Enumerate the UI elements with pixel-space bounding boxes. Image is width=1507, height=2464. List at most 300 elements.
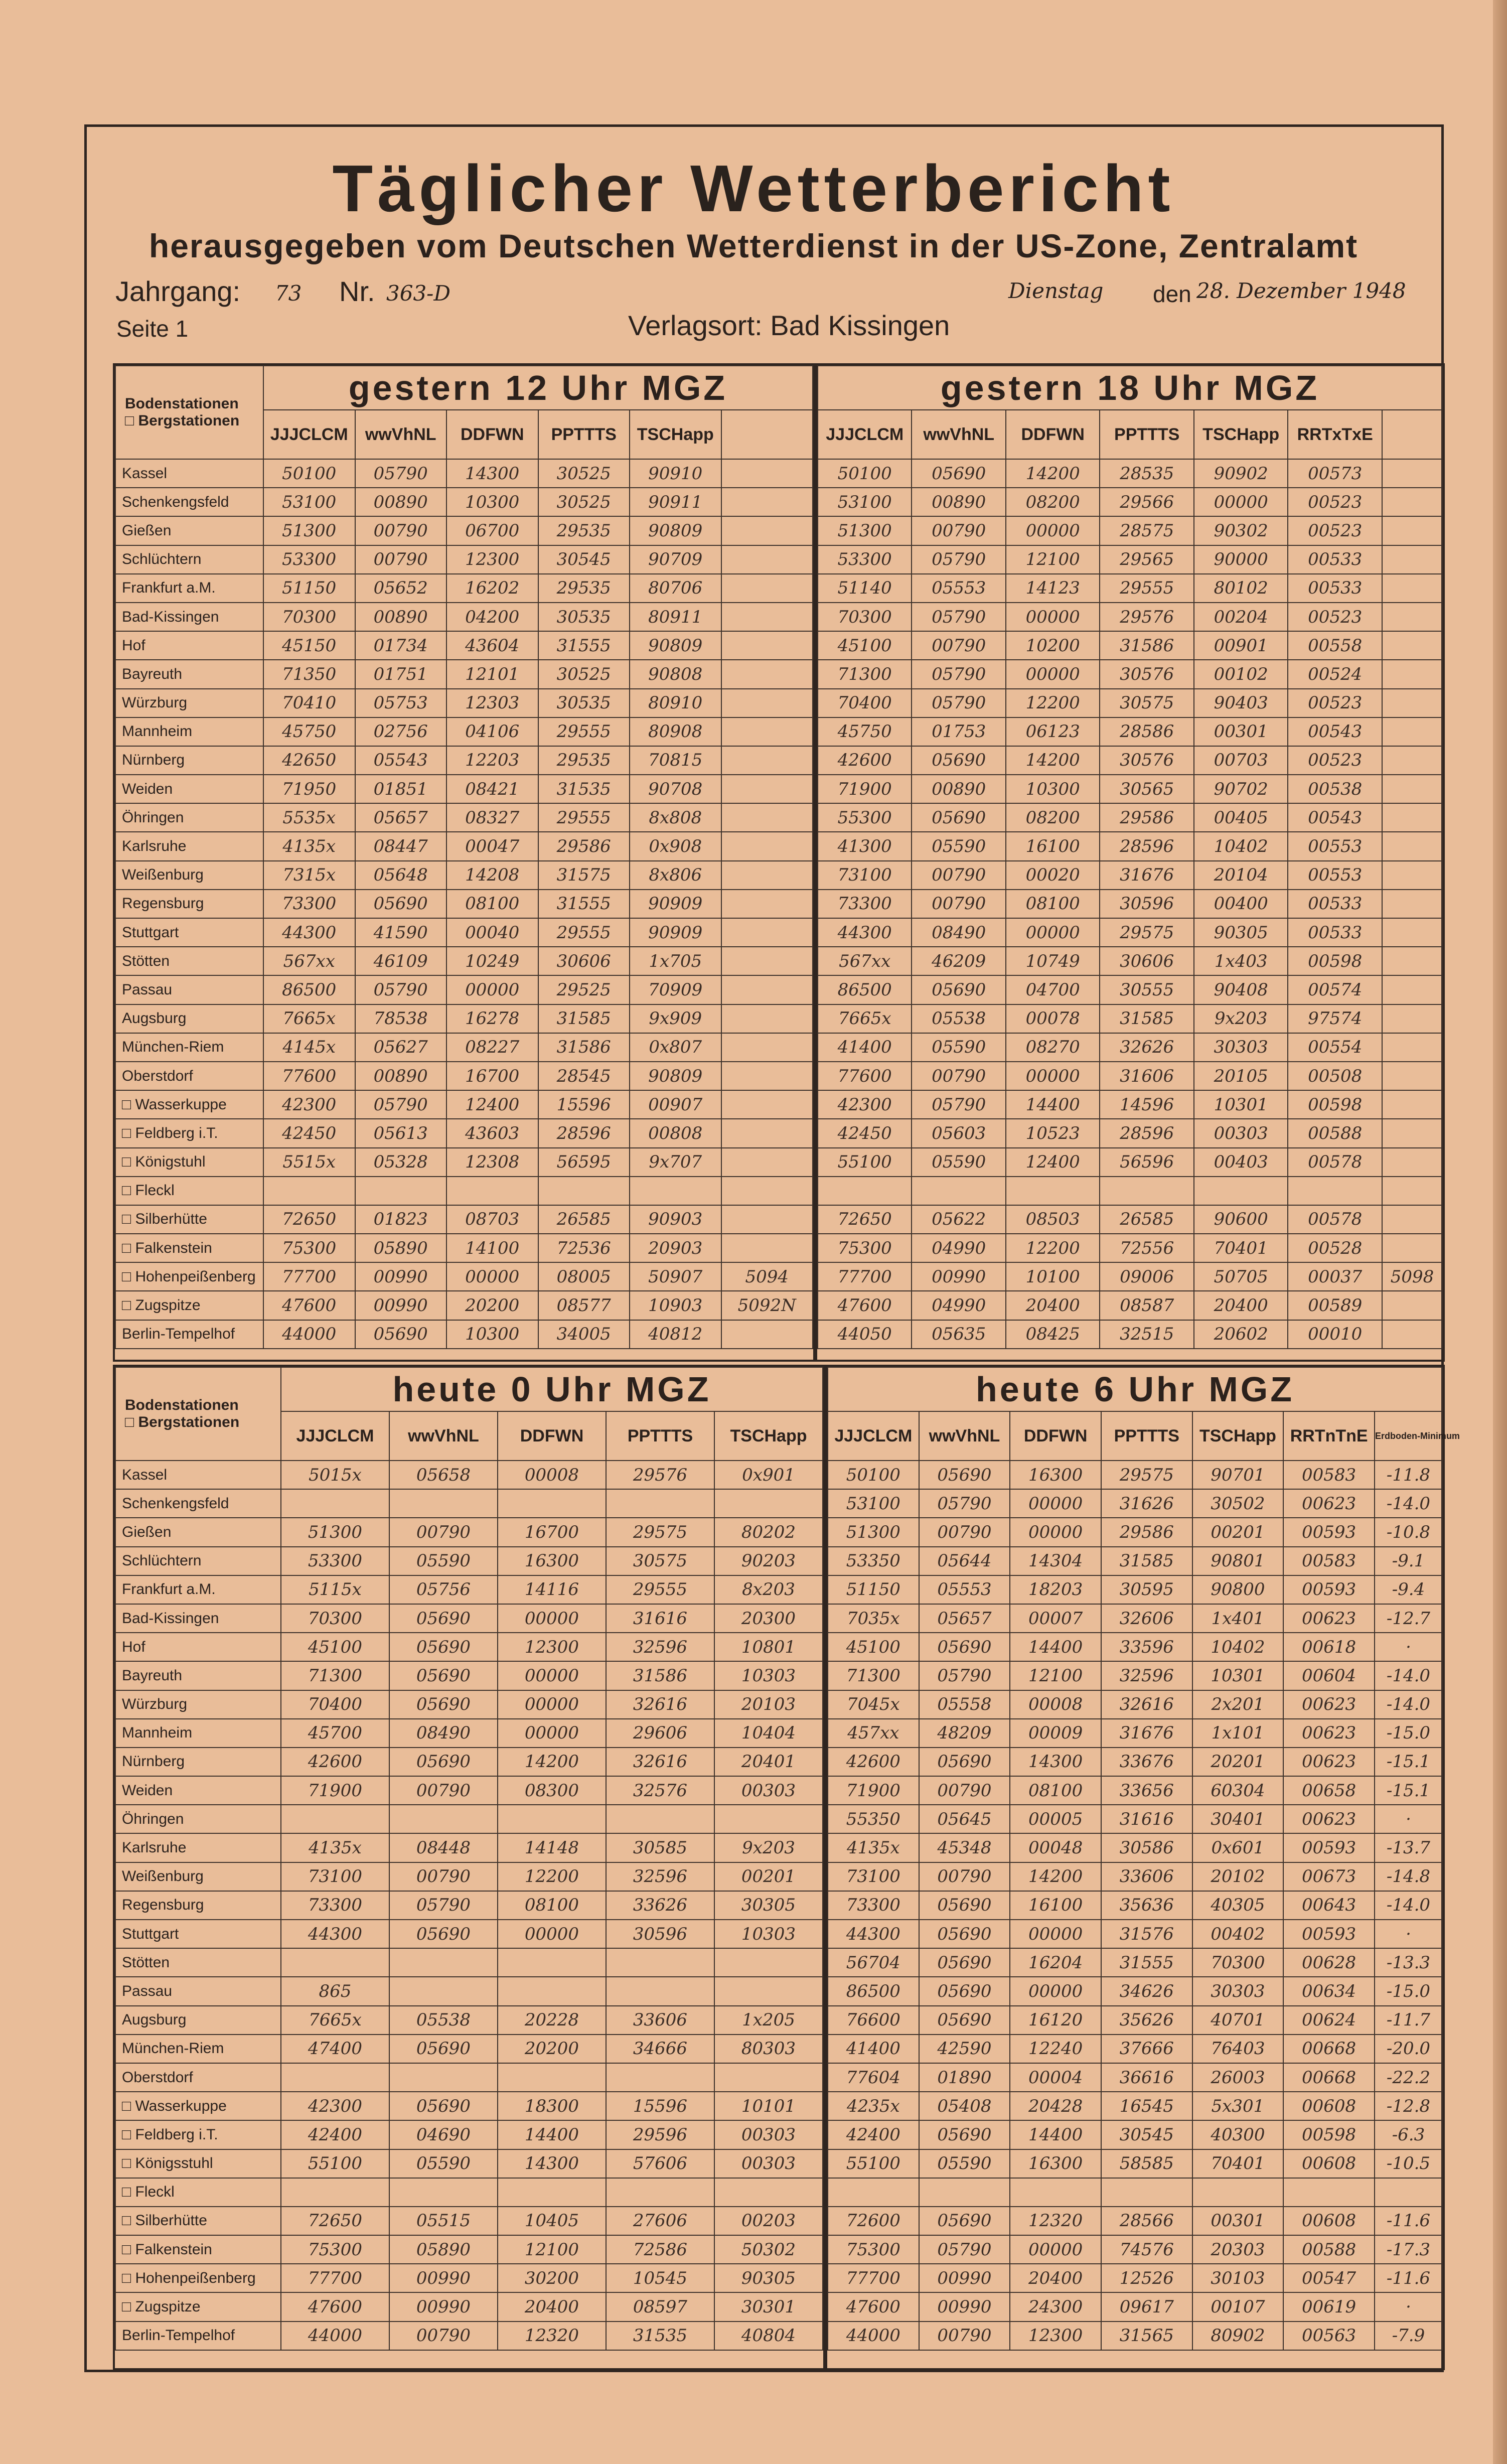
table-cell: 05558 [919, 1690, 1010, 1719]
date-prefix: den [1153, 281, 1191, 307]
table-row [818, 975, 1442, 1004]
table-cell: 12300 [446, 545, 538, 574]
station-name: Weißenburg [115, 1862, 281, 1891]
table-cell: 00524 [1288, 660, 1382, 688]
table-cell: 05690 [919, 2207, 1010, 2235]
table-cell: 00000 [1010, 1489, 1101, 1518]
date-value: 28. Dezember 1948 [1196, 278, 1406, 303]
table-cell: 53100 [263, 488, 355, 516]
table-cell: 29565 [1100, 545, 1193, 574]
table-cell [630, 1177, 721, 1205]
table-cell: 35626 [1101, 2006, 1192, 2035]
table-cell: 90902 [1194, 459, 1288, 488]
table-cell: 00008 [1010, 1690, 1101, 1719]
table-cell: 9x203 [1194, 1004, 1288, 1033]
table-cell: 15596 [538, 1090, 630, 1119]
table-cell: 47600 [263, 1291, 355, 1320]
column-header: PPTTTS [606, 1411, 714, 1461]
table-cell: 00553 [1288, 832, 1382, 860]
table-cell: -10.5 [1375, 2149, 1442, 2178]
table-cell: 31585 [1100, 1004, 1193, 1033]
station-name: Hof [115, 1633, 281, 1661]
table-cell: 48209 [919, 1719, 1010, 1748]
table-cell: 01890 [919, 2063, 1010, 2092]
table-cell: 10249 [446, 947, 538, 975]
table-cell: 70815 [630, 746, 721, 775]
table-cell: 05690 [389, 1690, 498, 1719]
table-row [818, 1090, 1442, 1119]
table-cell: 31585 [1101, 1547, 1192, 1575]
table-cell: 00000 [446, 975, 538, 1004]
table-cell: 34005 [538, 1320, 630, 1349]
table-cell [721, 975, 813, 1004]
table-cell [538, 1177, 630, 1205]
table-cell: 00009 [1010, 1719, 1101, 1748]
table-cell [721, 545, 813, 574]
table-cell: 31555 [538, 890, 630, 918]
table-cell: 05328 [355, 1148, 447, 1177]
table-cell: 00037 [1288, 1262, 1382, 1291]
table-cell [1382, 746, 1442, 775]
table-cell: 00301 [1194, 717, 1288, 746]
table-cell [1382, 488, 1442, 516]
table-cell: 00578 [1288, 1205, 1382, 1234]
table-cell: 00000 [1006, 660, 1100, 688]
table-cell: 30535 [538, 603, 630, 631]
table-cell: 02756 [355, 717, 447, 746]
table-cell: 42450 [263, 1119, 355, 1147]
table-cell: 4145x [263, 1033, 355, 1062]
station-name: Nürnberg [115, 1748, 281, 1776]
table-cell: 00201 [714, 1862, 823, 1891]
table-row [115, 1833, 823, 1862]
table-cell: 00523 [1288, 746, 1382, 775]
table-cell: 01823 [355, 1205, 447, 1234]
table-row [115, 1119, 813, 1147]
table-cell: 14200 [498, 1748, 606, 1776]
table-cell: 76600 [828, 2006, 919, 2035]
table-cell: 08100 [1006, 890, 1100, 918]
table-cell: 0x807 [630, 1033, 721, 1062]
table-cell: 00107 [1192, 2292, 1284, 2321]
station-name: München-Riem [115, 2035, 281, 2063]
table-cell [1382, 689, 1442, 717]
table-row [115, 2092, 823, 2120]
table-cell: 00102 [1194, 660, 1288, 688]
table-cell [721, 832, 813, 860]
table-cell: 00400 [1194, 890, 1288, 918]
table-cell: 00000 [498, 1719, 606, 1748]
table-cell [721, 660, 813, 688]
table-cell: 00000 [498, 1690, 606, 1719]
table-cell: 40300 [1192, 2120, 1284, 2149]
table-cell: 08447 [355, 832, 447, 860]
table-row [115, 975, 813, 1004]
table-cell: 05690 [919, 2120, 1010, 2149]
table-cell: 31586 [538, 1033, 630, 1062]
table-cell: 12400 [1006, 1148, 1100, 1177]
table-cell: 00201 [1192, 1518, 1284, 1546]
table-cell: 00533 [1288, 545, 1382, 574]
table-cell: 00000 [1010, 1518, 1101, 1546]
table-cell: · [1375, 1920, 1442, 1948]
table-yesterday-18-grid [817, 365, 1443, 1349]
table-cell: 40305 [1192, 1891, 1284, 1920]
table-cell: -11.6 [1375, 2207, 1442, 2235]
table-cell: 05690 [389, 1920, 498, 1948]
table-cell: 35636 [1101, 1891, 1192, 1920]
table-cell: 05543 [355, 746, 447, 775]
table-row [115, 1148, 813, 1177]
table-cell [1382, 947, 1442, 975]
table-cell: 00543 [1288, 717, 1382, 746]
table-cell: 28596 [1100, 832, 1193, 860]
table-cell: 31535 [538, 775, 630, 803]
table-cell [1375, 2178, 1442, 2207]
table-cell: 00890 [912, 775, 1005, 803]
table-row [818, 689, 1442, 717]
table-cell: 05690 [355, 1320, 447, 1349]
table-cell: 72556 [1100, 1234, 1193, 1262]
station-name: Passau [115, 975, 263, 1004]
table-cell: 28545 [538, 1062, 630, 1090]
table-cell: 45348 [919, 1833, 1010, 1862]
table-row [115, 1062, 813, 1090]
table-cell: 05690 [389, 1661, 498, 1690]
table-cell: 72650 [263, 1205, 355, 1234]
table-cell: 32596 [606, 1862, 714, 1891]
table-cell: 75300 [281, 2235, 389, 2264]
table-row [115, 1891, 823, 1920]
table-cell: 00047 [446, 832, 538, 860]
table-cell: 4135x [263, 832, 355, 860]
table-cell: 00000 [498, 1920, 606, 1948]
table-cell: 20300 [714, 1604, 823, 1633]
table-cell: 08100 [446, 890, 538, 918]
table-cell: 05690 [912, 746, 1005, 775]
table-cell: 42400 [828, 2120, 919, 2149]
table-cell: 14400 [498, 2120, 606, 2149]
table-cell: 00790 [919, 2322, 1010, 2350]
table-cell: 05657 [355, 803, 447, 832]
table-cell: 10545 [606, 2264, 714, 2292]
table-cell [721, 861, 813, 890]
table-cell: 10100 [1006, 1262, 1100, 1291]
table-cell: 28596 [1100, 1119, 1193, 1147]
column-header: PPTTTS [1101, 1411, 1192, 1461]
table-cell: 05408 [919, 2092, 1010, 2120]
table-cell: 73300 [281, 1891, 389, 1920]
table-cell: -11.8 [1375, 1461, 1442, 1489]
column-header: Erdboden-Minimum [1375, 1411, 1442, 1461]
table-cell: 46209 [912, 947, 1005, 975]
station-name: Stötten [115, 1948, 281, 1977]
table-cell: 05690 [919, 1633, 1010, 1661]
table-cell: 51150 [263, 574, 355, 603]
table-cell: 14300 [446, 459, 538, 488]
table-cell: 0x601 [1192, 1833, 1284, 1862]
table-row [818, 459, 1442, 488]
table-cell: 41590 [355, 918, 447, 947]
table-cell: 29575 [606, 1518, 714, 1546]
table-cell: 00533 [1288, 574, 1382, 603]
table-cell: 16202 [446, 574, 538, 603]
table-row [818, 1062, 1442, 1090]
table-cell: 5515x [263, 1148, 355, 1177]
station-name: Karlsruhe [115, 1833, 281, 1862]
table-cell: 75300 [263, 1234, 355, 1262]
table-cell [1010, 2178, 1101, 2207]
table-cell: 70300 [818, 603, 912, 631]
table-cell: 30502 [1192, 1489, 1284, 1518]
table-cell: 00000 [1006, 516, 1100, 545]
table-cell: -17.3 [1375, 2235, 1442, 2264]
table-row [115, 1920, 823, 1948]
table-cell: 00007 [1010, 1604, 1101, 1633]
day-value: Dienstag [1008, 278, 1104, 303]
table-cell: 47400 [281, 2035, 389, 2063]
table-cell: 08425 [1006, 1320, 1100, 1349]
station-name: Öhringen [115, 803, 263, 832]
table-row [818, 918, 1442, 947]
table-cell: 42300 [818, 1090, 912, 1119]
station-name: □ Feldberg i.T. [115, 2120, 281, 2149]
table-cell: 14304 [1010, 1547, 1101, 1575]
table-cell [606, 1948, 714, 1977]
station-name: Würzburg [115, 689, 263, 717]
table-cell: 34626 [1101, 1977, 1192, 2005]
table-cell: 9x203 [714, 1833, 823, 1862]
table-cell [389, 1948, 498, 1977]
table-cell: 20200 [446, 1291, 538, 1320]
table-cell: 55100 [818, 1148, 912, 1177]
table-cell: 80911 [630, 603, 721, 631]
table-cell: 14200 [1010, 1862, 1101, 1891]
table-cell [498, 1977, 606, 2005]
table-row [115, 1090, 813, 1119]
table-cell: 00000 [446, 1262, 538, 1291]
table-yesterday-12 [113, 363, 815, 1362]
table-cell: 00000 [498, 1661, 606, 1690]
table-cell: 08503 [1006, 1205, 1100, 1234]
table-cell [714, 2063, 823, 2092]
table-cell: 14400 [1006, 1090, 1100, 1119]
column-header: wwVhNL [912, 410, 1005, 459]
table-cell: 90809 [630, 516, 721, 545]
table-row [115, 1177, 813, 1205]
table-cell [1382, 717, 1442, 746]
table-cell: 90808 [630, 660, 721, 688]
table-cell: 30596 [606, 1920, 714, 1948]
table-row [115, 603, 813, 631]
table-cell: 50302 [714, 2235, 823, 2264]
table-cell [606, 1977, 714, 2005]
table-cell: 01753 [912, 717, 1005, 746]
table-cell: 31606 [1100, 1062, 1193, 1090]
table-cell [281, 1805, 389, 1833]
table-cell [1283, 2178, 1375, 2207]
table-cell: 73100 [828, 1862, 919, 1891]
table-cell [1006, 1177, 1100, 1205]
table-row [818, 1177, 1442, 1205]
table-cell [281, 1489, 389, 1518]
table-cell: 90702 [1194, 775, 1288, 803]
table-cell: 44300 [263, 918, 355, 947]
table-cell [389, 1977, 498, 2005]
table-cell: 05690 [919, 1461, 1010, 1489]
station-name: Kassel [115, 459, 263, 488]
station-name: □ Falkenstein [115, 2235, 281, 2264]
table-cell: 30586 [1101, 1833, 1192, 1862]
table-cell [1382, 975, 1442, 1004]
table-cell: 00628 [1283, 1948, 1375, 1977]
column-header: TSCHapp [1194, 410, 1288, 459]
table-cell: 00623 [1283, 1748, 1375, 1776]
table-cell: 00790 [912, 516, 1005, 545]
table-cell: 44000 [281, 2322, 389, 2350]
table-cell: 53100 [828, 1489, 919, 1518]
table-cell: 16120 [1010, 2006, 1101, 2035]
table-cell: 00790 [389, 1862, 498, 1891]
table-cell: 30301 [714, 2292, 823, 2321]
table-cell [606, 2178, 714, 2207]
table-cell: 05890 [355, 1234, 447, 1262]
table-row [115, 1205, 813, 1234]
table-cell: 08703 [446, 1205, 538, 1234]
station-name: München-Riem [115, 1033, 263, 1062]
table-cell: 00533 [1288, 918, 1382, 947]
table-cell [1382, 1062, 1442, 1090]
table-cell: 05644 [919, 1547, 1010, 1575]
table-cell: 42600 [828, 1748, 919, 1776]
table-cell: -12.8 [1375, 2092, 1442, 2120]
table-cell: 50100 [263, 459, 355, 488]
station-name: Stuttgart [115, 1920, 281, 1948]
table-row [828, 2178, 1442, 2207]
table-cell: 05658 [389, 1461, 498, 1489]
table-row [828, 2292, 1442, 2321]
table-cell: 45750 [818, 717, 912, 746]
table-cell [1194, 1177, 1288, 1205]
table-cell: 05590 [912, 1033, 1005, 1062]
table-cell: 7665x [818, 1004, 912, 1033]
table-cell: 31585 [538, 1004, 630, 1033]
table-caption: gestern 12 Uhr MGZ [263, 366, 813, 410]
table-row [818, 603, 1442, 631]
table-cell: 0x901 [714, 1461, 823, 1489]
table-cell: 10402 [1192, 1633, 1284, 1661]
table-cell: 20102 [1192, 1862, 1284, 1891]
table-cell: 20400 [1010, 2264, 1101, 2292]
table-cell: 08587 [1100, 1291, 1193, 1320]
table-cell: 00990 [355, 1291, 447, 1320]
table-cell [1382, 918, 1442, 947]
table-cell [721, 488, 813, 516]
table-cell [606, 1489, 714, 1518]
table-cell: 00623 [1283, 1690, 1375, 1719]
station-name: □ Silberhütte [115, 1205, 263, 1234]
table-today-6-grid [827, 1367, 1460, 2351]
table-cell: -9.4 [1375, 1575, 1442, 1604]
table-cell: 10300 [1006, 775, 1100, 803]
table-cell [721, 631, 813, 660]
table-cell: 42300 [263, 1090, 355, 1119]
table-cell: 29586 [1100, 803, 1193, 832]
table-cell: 7315x [263, 861, 355, 890]
table-cell: 05690 [389, 2092, 498, 2120]
table-cell: 80303 [714, 2035, 823, 2063]
table-cell: 73300 [828, 1891, 919, 1920]
table-cell: 32596 [1101, 1661, 1192, 1690]
table-row [115, 1320, 813, 1349]
table-cell [721, 689, 813, 717]
table-cell [919, 2178, 1010, 2207]
table-cell: 14123 [1006, 574, 1100, 603]
table-cell: 12300 [1010, 2322, 1101, 2350]
table-cell: 90203 [714, 1547, 823, 1575]
table-cell: 12100 [1006, 545, 1100, 574]
table-row [115, 545, 813, 574]
jahrgang-value: 73 [275, 281, 302, 306]
table-cell: 90911 [630, 488, 721, 516]
table-cell: 7665x [263, 1004, 355, 1033]
table-cell: 40701 [1192, 2006, 1284, 2035]
table-cell: 90305 [714, 2264, 823, 2292]
table-cell: 08200 [1006, 803, 1100, 832]
table-cell: 05690 [389, 1748, 498, 1776]
table-cell: · [1375, 1633, 1442, 1661]
table-row [828, 1489, 1442, 1518]
table-today-6 [825, 1365, 1460, 2370]
table-row [828, 1604, 1442, 1633]
table-row [115, 689, 813, 717]
column-header: PPTTTS [1100, 410, 1193, 459]
table-row [828, 1633, 1442, 1661]
table-cell: 33606 [1101, 1862, 1192, 1891]
table-row [818, 1234, 1442, 1262]
station-name: Gießen [115, 1518, 281, 1546]
table-cell [721, 603, 813, 631]
table-cell [714, 2178, 823, 2207]
table-cell: 10301 [1194, 1090, 1288, 1119]
table-row [115, 1234, 813, 1262]
table-cell: 30565 [1100, 775, 1193, 803]
table-row [115, 803, 813, 832]
table-cell: 10200 [1006, 631, 1100, 660]
table-cell: 00583 [1283, 1461, 1375, 1489]
station-name: Weiden [115, 1776, 281, 1805]
table-row [818, 832, 1442, 860]
table-cell: 00204 [1194, 603, 1288, 631]
table-row [115, 1719, 823, 1748]
table-row [115, 918, 813, 947]
table-cell: 29566 [1100, 488, 1193, 516]
table-cell: 43603 [446, 1119, 538, 1147]
table-row [115, 775, 813, 803]
station-name: □ Hohenpeißenberg [115, 1262, 263, 1291]
table-cell: 90600 [1194, 1205, 1288, 1234]
table-cell: 32616 [1101, 1690, 1192, 1719]
table-row [828, 2092, 1442, 2120]
table-row [818, 660, 1442, 688]
table-cell: 72536 [538, 1234, 630, 1262]
table-cell [1100, 1177, 1193, 1205]
table-cell: 05603 [912, 1119, 1005, 1147]
table-cell: 00574 [1288, 975, 1382, 1004]
table-cell: 00589 [1288, 1291, 1382, 1320]
table-row [818, 861, 1442, 890]
table-cell: 45100 [818, 631, 912, 660]
